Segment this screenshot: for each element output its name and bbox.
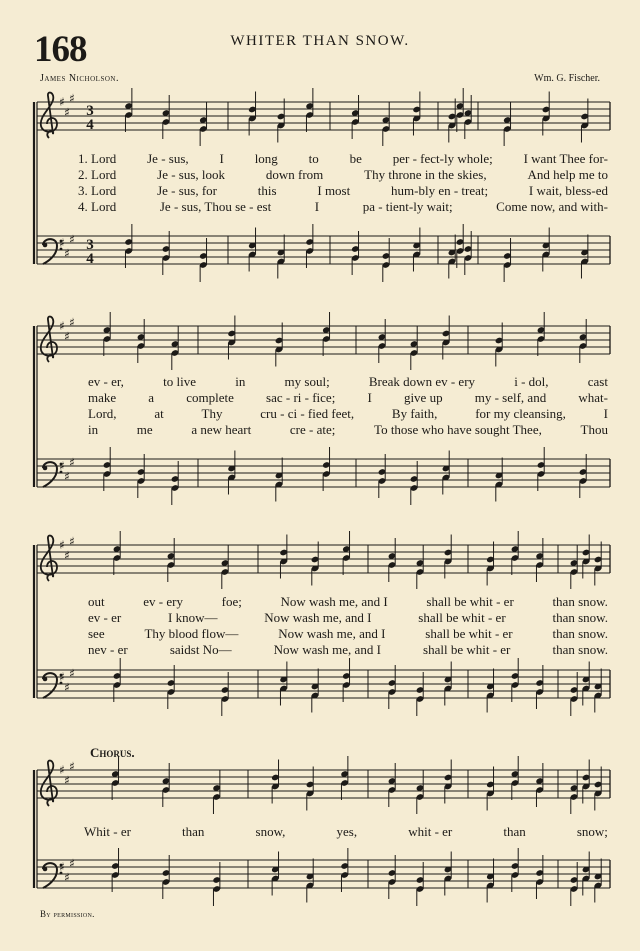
sharp-icon: ♯ [64,680,70,695]
lyric-phrase: a new heart [191,422,252,437]
lyric-phrase: give up [403,390,443,405]
lyric-phrase: whit - er [408,824,453,839]
lyric-phrase: shall be whit - er [423,642,511,657]
lyric-line [78,151,608,166]
lyric-phrase: yes, [336,824,358,839]
lyric-phrase: Je - sus, look [157,167,226,182]
bass-clef-dot [43,243,48,248]
lyric-phrase: be [349,151,362,166]
lyric-phrase: 3. Lord [78,183,117,198]
time-signature: 4 [86,117,94,133]
sharp-icon: ♯ [59,763,65,777]
sharp-icon: ♯ [64,773,70,788]
sharp-icon: ♯ [64,469,70,484]
lyric-phrase: than [503,824,526,839]
lyric-phrase: per - fect-ly whole; [392,151,493,166]
sharp-icon: ♯ [59,319,65,333]
lyric-phrase: me [136,422,153,437]
lyric-phrase: I know— [168,610,218,625]
sharp-icon: ♯ [59,236,65,250]
lyric-phrase: shall be whit - er [426,594,514,609]
lyric-phrase: I want Thee for- [523,151,608,166]
lyric-phrase: I [219,151,224,166]
lyric-line [88,390,608,405]
lyric-line [88,610,608,625]
treble-clef-icon [41,317,57,362]
lyric-phrase: foe; [221,594,242,609]
lyric-phrase: cre - ate; [289,422,336,437]
sharp-icon: ♯ [64,548,70,563]
lyric-phrase: I [314,199,320,214]
sharp-icon: ♯ [69,455,75,470]
lyric-phrase: 2. Lord [78,167,117,182]
lyric-phrase: Lord, [88,406,117,421]
lyric-line [88,406,608,421]
sharp-icon: ♯ [59,95,65,109]
sharp-icon: ♯ [69,666,75,681]
lyric-phrase: 4. Lord [78,199,117,214]
sharp-icon: ♯ [69,534,75,549]
lyric-phrase: cast [587,374,608,389]
words-credit: James Nicholson. [40,73,119,84]
lyric-phrase: ev - er [88,610,122,625]
lyric-phrase: sac - ri - fice; [266,390,336,405]
lyric-line [88,642,608,657]
treble-clef-icon [41,93,57,138]
lyric-phrase: Now wash me, and I [264,610,372,625]
lyric-phrase: than snow. [552,610,608,625]
lyric-phrase: than snow. [552,642,608,657]
time-signature: 3 [86,103,94,119]
time-signature: 4 [86,251,94,267]
lyric-phrase: in [88,422,99,437]
lyric-phrase: Whit - er [84,824,131,839]
lyric-phrase: cru - ci - fied feet, [260,406,355,421]
sharp-icon: ♯ [69,91,75,106]
lyric-phrase: this [257,183,277,198]
time-signature: 3 [86,237,94,253]
lyric-phrase: in [235,374,246,389]
sharp-icon: ♯ [59,670,65,684]
lyric-phrase: hum-bly en - treat; [391,183,489,198]
lyric-phrase: long [254,151,278,166]
permission-note: By permission. [40,909,95,919]
lyric-phrase: to live [163,374,196,389]
lyric-phrase: complete [186,390,234,405]
sharp-icon: ♯ [69,315,75,330]
lyric-phrase: at [154,406,164,421]
lyric-line [84,824,608,839]
lyric-phrase: I wait, bless-ed [528,183,608,198]
sharp-icon: ♯ [69,759,75,774]
lyric-phrase: see [88,626,105,641]
lyric-phrase: nev - er [88,642,128,657]
lyric-phrase: than [182,824,205,839]
lyric-phrase: Now wash me, and I [280,594,388,609]
lyric-phrase: than snow. [552,594,608,609]
lyric-phrase: than snow. [552,626,608,641]
lyric-phrase: I [367,390,372,405]
lyric-phrase: Thy blood flow— [144,626,239,641]
lyric-phrase: Thou [580,422,608,437]
lyric-line [88,422,608,437]
sharp-icon: ♯ [69,232,75,247]
lyric-phrase: saidst No— [169,642,232,657]
lyric-line [78,183,608,198]
lyric-phrase: for my cleansing, [475,406,566,421]
lyric-phrase: Je - sus, [147,151,189,166]
lyric-phrase: snow, [255,824,286,839]
lyric-phrase: Je - sus, Thou se - est [159,199,272,214]
lyric-phrase: my soul; [284,374,330,389]
lyric-phrase: shall be whit - er [418,610,506,625]
lyric-phrase: And help me to [527,167,608,182]
chorus-label: Chorus. [90,745,135,760]
lyric-phrase: a [148,390,155,405]
lyric-line [88,594,608,609]
lyric-phrase: snow; [576,824,608,839]
lyric-phrase: i - dol, [514,374,549,389]
lyric-phrase: out [88,594,105,609]
lyric-phrase: Break down ev - ery [368,374,476,389]
music-credit: Wm. G. Fischer. [534,73,600,84]
lyric-phrase: I [603,406,608,421]
sharp-icon: ♯ [59,538,65,552]
lyric-phrase: Je - sus, for [157,183,217,198]
lyric-line [88,374,608,389]
lyric-phrase: Thy [201,406,223,421]
lyric-phrase: my - self, and [474,390,547,405]
treble-clef-icon [41,761,57,806]
treble-clef-icon [41,536,57,581]
lyric-phrase: shall be whit - er [425,626,513,641]
bass-clef-dot [43,867,48,872]
lyric-phrase: what- [578,390,608,405]
lyric-phrase: make [88,390,117,405]
lyric-line [88,626,608,641]
bass-clef-dot [43,466,48,471]
lyric-phrase: Come now, and with- [496,199,608,214]
lyric-phrase: down from [265,167,324,182]
sharp-icon: ♯ [64,105,70,120]
lyric-phrase: ev - er, [88,374,124,389]
lyric-phrase: Now wash me, and I [273,642,381,657]
lyric-phrase: pa - tient-ly wait; [362,199,453,214]
sharp-icon: ♯ [64,329,70,344]
sharp-icon: ♯ [69,856,75,871]
lyric-phrase: I most [317,183,351,198]
lyric-phrase: ev - ery [143,594,183,609]
lyric-line [78,167,608,182]
sharp-icon: ♯ [59,459,65,473]
sharp-icon: ♯ [59,860,65,874]
lyric-phrase: To those who have sought Thee, [374,422,542,437]
lyric-phrase: Now wash me, and I [278,626,386,641]
sharp-icon: ♯ [64,246,70,261]
sharp-icon: ♯ [64,870,70,885]
lyric-phrase: 1. Lord [78,151,117,166]
hymn-number: 168 [34,29,87,70]
lyric-phrase: Thy throne in the skies, [364,167,487,182]
hymn-title: WHITER THAN SNOW. [230,33,410,49]
lyric-phrase: to [308,151,319,166]
lyric-line [78,199,608,214]
lyric-phrase: By faith, [391,406,438,421]
bass-clef-dot [43,677,48,682]
